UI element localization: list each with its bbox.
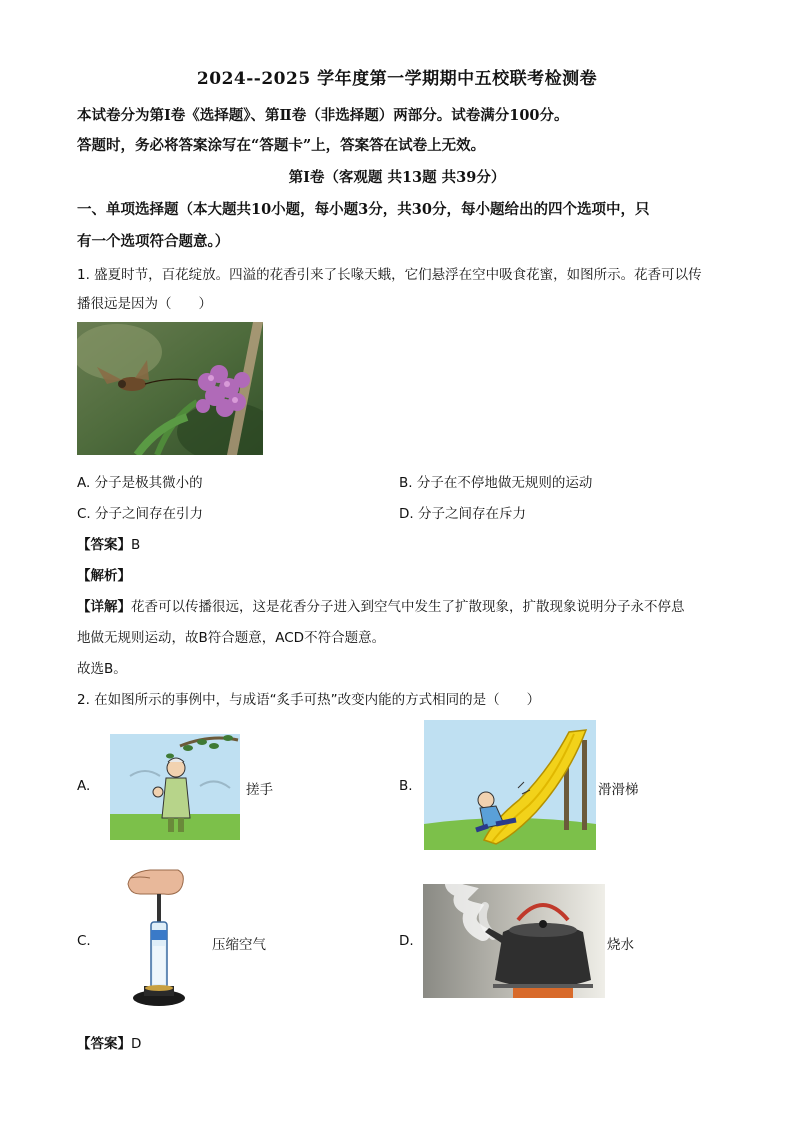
q1-option-b-letter: B. (399, 475, 413, 491)
q2-option-a-caption: 搓手 (246, 782, 273, 798)
q1-stem-line-1: 1. 盛夏时节，百花绽放。四溢的花香引来了长喙天蛾，它们悬浮在空中吸食花蜜，如图所示。花香可以传 (77, 267, 702, 283)
q2-option-b-caption: 滑滑梯 (598, 782, 639, 798)
intro-line-2: 答题时，务必将答案涂写在“答题卡”上，答案答在试卷上无效。 (77, 137, 486, 154)
q2-answer-label: 【答案】 (77, 1036, 131, 1052)
q1-moth-flower-photo (77, 322, 263, 455)
q2-option-d-image (423, 884, 605, 998)
q1-option-d-text: 分子之间存在斥力 (417, 506, 526, 522)
intro-line-1: 本试卷分为第Ⅰ卷《选择题》、第Ⅱ卷（非选择题）两部分。试卷满分100分。 (77, 107, 569, 124)
q1-option-c-letter: C. (77, 506, 91, 522)
q1-answer-label: 【答案】 (77, 537, 131, 553)
q1-option-c-text: 分子之间存在引力 (95, 506, 204, 522)
page-title: 2024--2025 学年度第一学期期中五校联考检测卷 (196, 69, 598, 89)
q1-detail-label: 【详解】 (77, 599, 131, 615)
q1-stem-line-2: 播很远是因为（ ） (77, 296, 212, 312)
q2-option-d-caption: 烧水 (607, 937, 634, 953)
q1-detail-line-2: 地做无规则运动，故B符合题意，ACD不符合题意。 (77, 630, 386, 646)
q2-answer-value: D (131, 1036, 142, 1052)
q1-detail-line-1 (77, 595, 685, 615)
q1-option-a-text: 分子是极其微小的 (94, 475, 203, 491)
q1-option-a-letter: A. (77, 475, 91, 491)
section1-line-2: 有一个选项符合题意。） (77, 233, 230, 250)
q2-option-c-image (120, 864, 198, 1014)
q2-option-d-letter: D. (399, 933, 414, 949)
q2-option-a-letter: A. (77, 778, 91, 794)
q1-analysis-label (77, 564, 131, 584)
q2-option-b-letter: B. (399, 778, 413, 794)
q1-answer (77, 533, 140, 553)
q1-option-c (77, 502, 203, 522)
q2-option-c-letter: C. (77, 933, 91, 949)
q2-option-b-image (424, 720, 596, 850)
q1-analysis-label-text: 【解析】 (77, 568, 131, 584)
q1-option-d-letter: D. (399, 506, 414, 522)
q1-option-d (399, 502, 526, 522)
q2-answer (77, 1032, 141, 1052)
q1-option-b (399, 471, 592, 491)
q1-answer-value: B (131, 537, 141, 553)
q2-option-a-image (110, 726, 240, 840)
q1-option-b-text: 分子在不停地做无规则的运动 (416, 475, 593, 491)
part1-title: 第Ⅰ卷（客观题 共13题 共39分） (288, 169, 506, 186)
q2-stem: 2. 在如图所示的事例中，与成语“炙手可热”改变内能的方式相同的是（ ） (77, 692, 541, 708)
q1-option-a (77, 471, 203, 491)
section1-line-1: 一、单项选择题（本大题共10小题，每小题3分，共30分，每小题给出的四个选项中，只 (77, 201, 650, 218)
q1-conclusion: 故选B。 (77, 661, 127, 677)
q1-detail-text-1: 花香可以传播很远，这是花香分子进入到空气中发生了扩散现象，扩散现象说明分子永不停息 (131, 599, 685, 615)
q2-option-c-caption: 压缩空气 (212, 937, 266, 953)
